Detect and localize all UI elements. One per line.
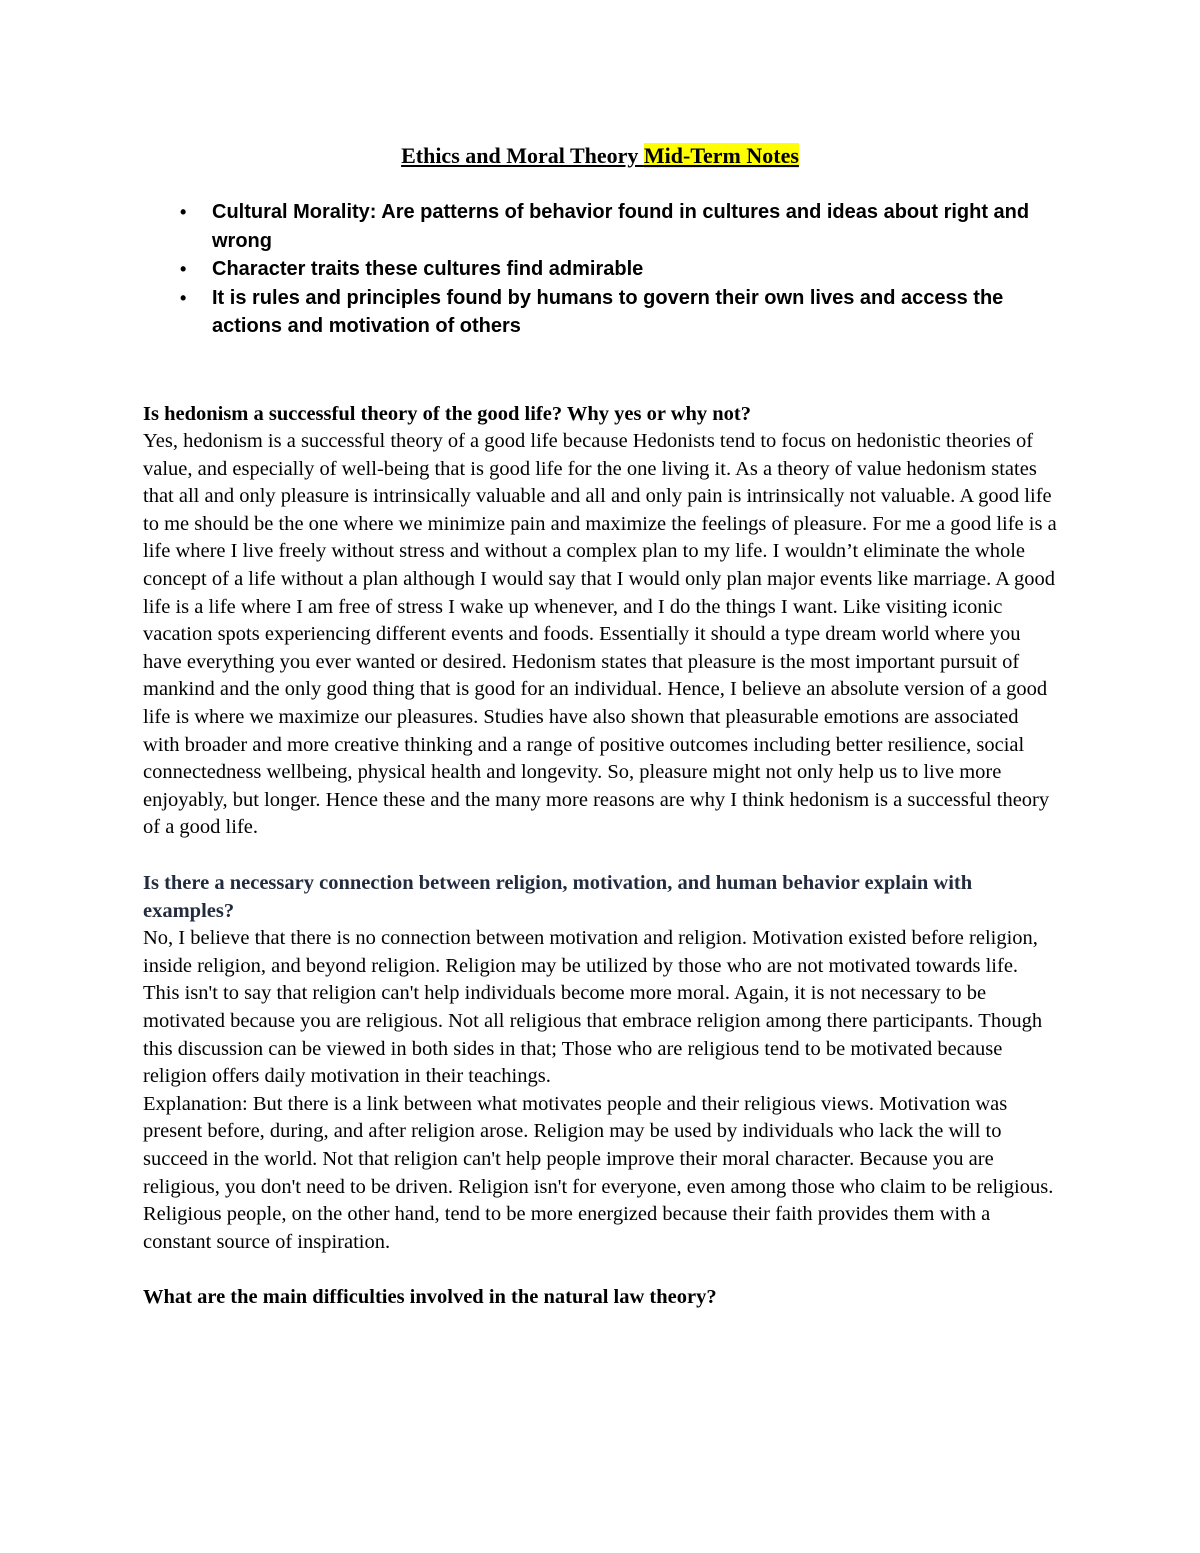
bullet-list — [143, 198, 1057, 341]
bullet-text: Character traits these cultures find admirable — [212, 258, 644, 280]
list-item — [178, 198, 1057, 255]
list-item — [178, 284, 1057, 341]
section-hedonism-question — [143, 401, 1057, 843]
document-title-highlighted: Mid-Term Notes — [643, 143, 799, 168]
section-natural-law-question — [143, 1284, 1057, 1312]
bullet-text: It is rules and principles found by humans to govern their own lives and access the actions and motivation of others — [212, 286, 1004, 337]
section-religion-question — [143, 870, 1057, 1256]
bullet-icon: • — [180, 287, 187, 308]
question-heading: What are the main difficulties involved in the natural law theory? — [143, 1286, 717, 1309]
question-heading: Is hedonism a successful theory of the good life? Why yes or why not? — [143, 402, 752, 425]
answer-paragraph: No, I believe that there is no connection between motivation and religion. Motivation existed before religion, inside religion, and beyond religion. Religion may be utilized by those who are not motivated towards life. This isn't to say that religion can't help individuals become more moral. Again, it is not necessary to be motivated because you are religious. Not all religious that embrace religion among there participants. Though this discussion can be viewed in both sides in that; Those who are religious tend to be motivated because religion offers daily motivation in their teachings. — [143, 927, 1043, 1088]
document-title — [143, 141, 1057, 171]
bullet-icon: • — [180, 259, 187, 279]
bullet-icon: • — [180, 202, 187, 222]
answer-paragraph: Yes, hedonism is a successful theory of a good life because Hedonists tend to focus on hedonistic theories of value, and especially of well-being that is good life for the one living it. As a theory of value hedonism states that all and only pleasure is intrinsically valuable and all and only pain is intrinsically not valuable. A good life to me should be the one where we minimize pain and maximize the feelings of pleasure. For me a good life is a life where I live freely without stress and without a complex plan to my life. I wouldn’t eliminate the whole concept of a life without a plan although I would say that I would only plan major events like marriage. A good life is a life where I am free of stress I wake up whenever, and I do the things I want. Like visiting iconic vacation spots experiencing different events and foods. Essentially it should a type dream world where you have everything you ever wanted or desired. Hedonism states that pleasure is the most important pursuit of mankind and the only good thing that is good for an individual. Hence, I believe an absolute version of a good life is where we maximize our pleasures. Studies have also shown that pleasurable emotions are associated with broader and more creative thinking and a range of positive outcomes including better resilience, social connectedness wellbeing, physical health and longevity. So, pleasure might not only help us to live more enjoyably, but longer. Hence these and the many more reasons are why I think hedonism is a successful theory of a good life. — [143, 430, 1057, 839]
explanation-paragraph: Explanation: But there is a link between what motivates people and their religious views. Motivation was present before, during, and after religion arose. Religion may be used by individuals who lack the will to succeed in the world. Not that religion can't help people improve their moral character. Because you are religious, you don't need to be driven. Religion isn't for everyone, even among those who claim to be religious. Religious people, on the other hand, tend to be more energized because their faith provides them with a constant source of inspiration. — [143, 1092, 1054, 1253]
bullet-text: Cultural Morality: Are patterns of behavior found in cultures and ideas about right and wrong — [212, 201, 1030, 252]
document-title-plain: Ethics and Moral Theory — [401, 143, 644, 168]
question-heading: Is there a necessary connection between religion, motivation, and human behavior explain with examples? — [143, 872, 973, 922]
list-item — [178, 255, 1057, 284]
